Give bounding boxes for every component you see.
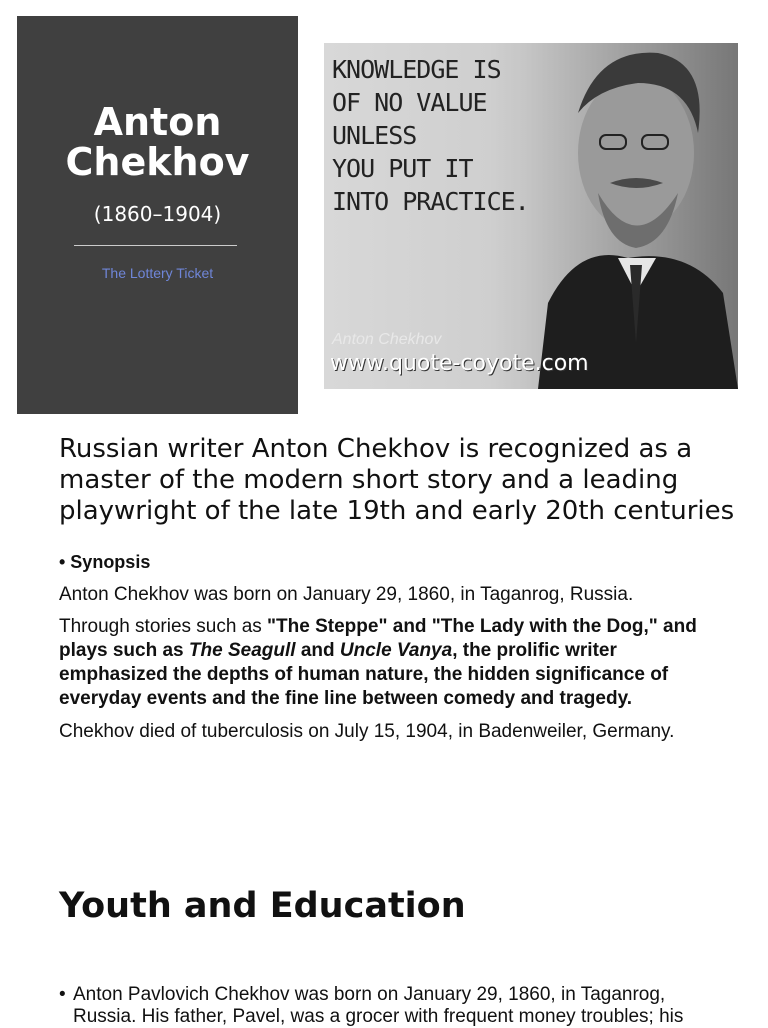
youth-text: Anton Pavlovich Chekhov was born on January 29, 1860, in Taganrog, Russia. His father, Pavel, was a grocer with frequent money troubles; his	[73, 984, 684, 1027]
quote-author-caption: Anton Chekhov	[332, 331, 442, 348]
quote-image	[324, 43, 738, 389]
author-name: Anton Chekhov	[65, 100, 250, 184]
watermark-url: www.quote-coyote.com	[330, 351, 589, 376]
intro-heading: Russian writer Anton Chekhov is recognized as a master of the modern short story and a leading playwright of the late 19th and early 20th centuries	[59, 434, 735, 526]
subtitle-link[interactable]: The Lottery Ticket	[101, 265, 214, 281]
works-paragraph: Through stories such as "The Steppe" and "The Lady with the Dog," and plays such as The Seagull and Uncle Vanya, the prolific writer emphasized the depths of human nature, the hidden significance of everyday events and the fine line between comedy and tragedy.	[59, 616, 697, 709]
quote-text: KNOWLEDGE IS OF NO VALUE UNLESS YOU PUT IT INTO PRACTICE.	[332, 55, 529, 216]
youth-list-item	[59, 984, 719, 1028]
divider	[74, 245, 237, 246]
youth-heading: Youth and Education	[59, 886, 466, 926]
title-card	[17, 16, 298, 414]
death-paragraph: Chekhov died of tuberculosis on July 15, 1904, in Badenweiler, Germany.	[59, 721, 675, 742]
author-years: (1860–1904)	[93, 202, 222, 226]
born-paragraph: Anton Chekhov was born on January 29, 1860, in Taganrog, Russia.	[59, 584, 634, 605]
synopsis-bullet: • Synopsis	[59, 552, 151, 572]
bullet-marker: •	[59, 984, 66, 1005]
